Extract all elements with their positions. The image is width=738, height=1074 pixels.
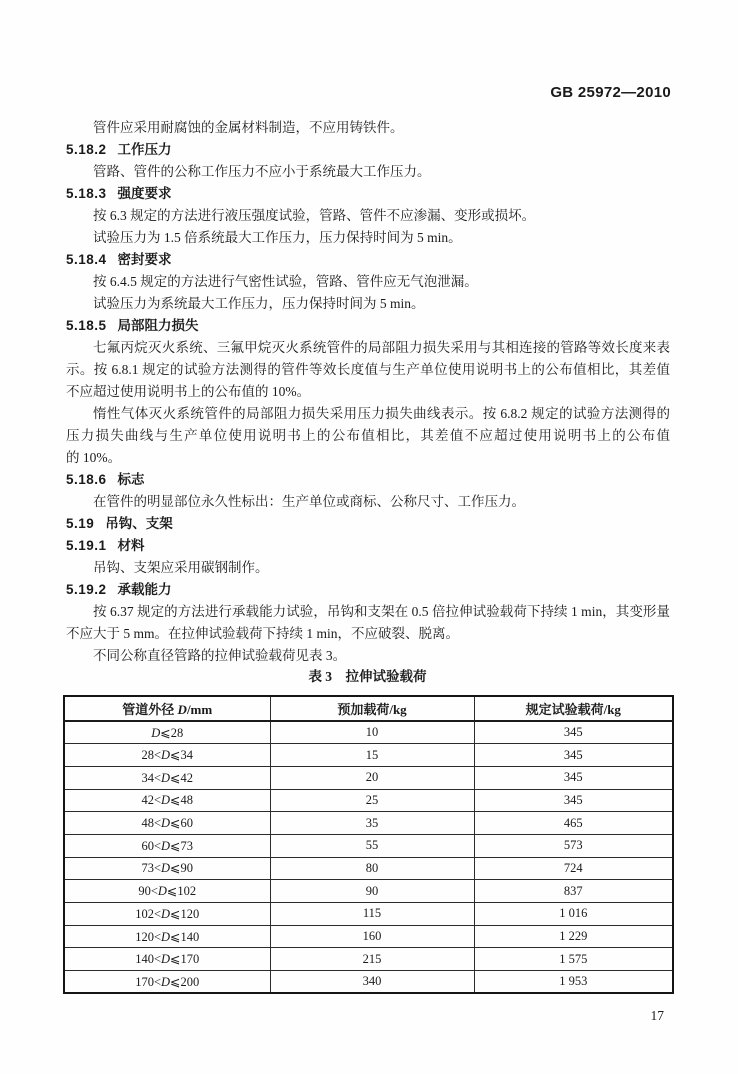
section-title: 密封要求 — [117, 252, 172, 267]
section-title: 吊钩、支架 — [105, 516, 173, 531]
text-line: 惰性气体灭火系统管件的局部阻力损失采用压力损失曲线表示。按 6.8.2 规定的试验方法测得的 — [93, 406, 670, 421]
table-cell: 48<D⩽60 — [64, 812, 270, 835]
section-heading — [66, 469, 670, 491]
table-cell: 90 — [270, 880, 474, 903]
table-cell: 55 — [270, 834, 474, 857]
table-cell: 102<D⩽120 — [64, 903, 270, 926]
section-title: 材料 — [117, 538, 145, 553]
section-number: 5.19 — [66, 516, 95, 531]
table-header-cell: 管道外径 D/mm — [64, 696, 270, 721]
section-number: 5.19.1 — [66, 538, 107, 553]
section-number: 5.18.2 — [66, 142, 107, 157]
table-row — [64, 834, 673, 857]
table-row — [64, 880, 673, 903]
table-cell: 160 — [270, 925, 474, 948]
text-line: 试验压力为 1.5 倍系统最大工作压力，压力保持时间为 5 min。 — [93, 230, 462, 245]
text-line: 管路、管件的公称工作压力不应小于系统最大工作压力。 — [93, 164, 431, 179]
page-number: 17 — [650, 1008, 664, 1023]
section-number: 5.18.6 — [66, 472, 107, 487]
text-line: 在管件的明显部位永久性标出：生产单位或商标、公称尺寸、工作压力。 — [93, 494, 525, 509]
table-header-cell: 预加载荷/kg — [270, 696, 474, 721]
table-cell: 115 — [270, 903, 474, 926]
table-cell: 25 — [270, 789, 474, 812]
text-line: 试验压力为系统最大工作压力，压力保持时间为 5 min。 — [93, 296, 425, 311]
text-line: 不应超过使用说明书上的公布值的 10%。 — [66, 384, 311, 399]
standard-number: GB 25972—2010 — [550, 84, 671, 101]
section-title: 局部阻力损失 — [117, 318, 199, 333]
section-heading — [66, 249, 670, 271]
table-cell: 42<D⩽48 — [64, 789, 270, 812]
table-cell: 215 — [270, 948, 474, 971]
table-cell: 573 — [474, 834, 673, 857]
table-row — [64, 744, 673, 767]
table-cell: 1 575 — [474, 948, 673, 971]
table-row — [64, 721, 673, 744]
table-cell: 60<D⩽73 — [64, 834, 270, 857]
table-cell: 35 — [270, 812, 474, 835]
table-row — [64, 925, 673, 948]
text-block — [66, 117, 670, 667]
table-cell: 1 229 — [474, 925, 673, 948]
text-line: 压力损失曲线与生产单位使用说明书上的公布值相比，其差值不应超过使用说明书上的公布值 — [66, 428, 670, 443]
table-header-cell: 规定试验载荷/kg — [474, 696, 673, 721]
table-cell: 80 — [270, 857, 474, 880]
table-row — [64, 812, 673, 835]
table-cell: 724 — [474, 857, 673, 880]
table-cell: 90<D⩽102 — [64, 880, 270, 903]
table-cell: 1 016 — [474, 903, 673, 926]
section-number: 5.19.2 — [66, 582, 107, 597]
table-cell: 170<D⩽200 — [64, 971, 270, 994]
section-number: 5.18.4 — [66, 252, 107, 267]
table-cell: 120<D⩽140 — [64, 925, 270, 948]
table-caption: 表 3 拉伸试验载荷 — [308, 669, 427, 684]
text-line: 吊钩、支架应采用碳钢制作。 — [93, 560, 269, 575]
table-cell: D⩽28 — [64, 721, 270, 744]
text-line: 按 6.4.5 规定的方法进行气密性试验，管路、管件应无气泡泄漏。 — [93, 274, 478, 289]
text-line: 示。按 6.8.1 规定的试验方法测得的管件等效长度值与生产单位使用说明书上的公布值相比，其差值 — [66, 362, 670, 377]
section-heading — [66, 139, 670, 161]
table-cell: 28<D⩽34 — [64, 744, 270, 767]
table-head — [64, 696, 673, 721]
section-title: 工作压力 — [117, 142, 172, 157]
section-heading — [66, 315, 670, 337]
text-line: 不同公称直径管路的拉伸试验载荷见表 3。 — [93, 648, 347, 663]
table-cell: 73<D⩽90 — [64, 857, 270, 880]
table-cell: 465 — [474, 812, 673, 835]
table-cell: 837 — [474, 880, 673, 903]
table-cell: 345 — [474, 766, 673, 789]
section-number: 5.18.3 — [66, 186, 107, 201]
section-title: 承载能力 — [117, 582, 172, 597]
table-row — [64, 948, 673, 971]
table-cell: 20 — [270, 766, 474, 789]
table-body — [64, 721, 673, 993]
table-cell: 1 953 — [474, 971, 673, 994]
table-cell: 10 — [270, 721, 474, 744]
table-cell: 345 — [474, 744, 673, 767]
section-number: 5.18.5 — [66, 318, 107, 333]
table-row — [64, 857, 673, 880]
text-line: 不应大于 5 mm。在拉伸试验载荷下持续 1 min，不应破裂、脱离。 — [66, 626, 460, 641]
section-heading — [66, 183, 670, 205]
table-row — [64, 789, 673, 812]
table-cell: 345 — [474, 721, 673, 744]
section-title: 强度要求 — [117, 186, 172, 201]
table-row — [64, 766, 673, 789]
table-cell: 34<D⩽42 — [64, 766, 270, 789]
table-cell: 340 — [270, 971, 474, 994]
text-line: 按 6.3 规定的方法进行液压强度试验，管路、管件不应渗漏、变形或损坏。 — [93, 208, 536, 223]
table-head-row — [64, 696, 673, 721]
text-line: 按 6.37 规定的方法进行承载能力试验，吊钩和支架在 0.5 倍拉伸试验载荷下持续 1 min，其变形量 — [93, 604, 670, 619]
table-row — [64, 903, 673, 926]
tensile-load-table — [63, 695, 674, 994]
section-heading — [66, 513, 670, 535]
text-line: 的 10%。 — [66, 450, 122, 465]
section-heading — [66, 579, 670, 601]
table-cell: 140<D⩽170 — [64, 948, 270, 971]
text-line: 七氟丙烷灭火系统、三氟甲烷灭火系统管件的局部阻力损失采用与其相连接的管路等效长度来表 — [93, 340, 670, 355]
table-row — [64, 971, 673, 994]
table-cell: 345 — [474, 789, 673, 812]
text-line: 管件应采用耐腐蚀的金属材料制造，不应用铸铁件。 — [93, 120, 404, 135]
section-heading — [66, 535, 670, 557]
table-cell: 15 — [270, 744, 474, 767]
section-title: 标志 — [117, 472, 145, 487]
